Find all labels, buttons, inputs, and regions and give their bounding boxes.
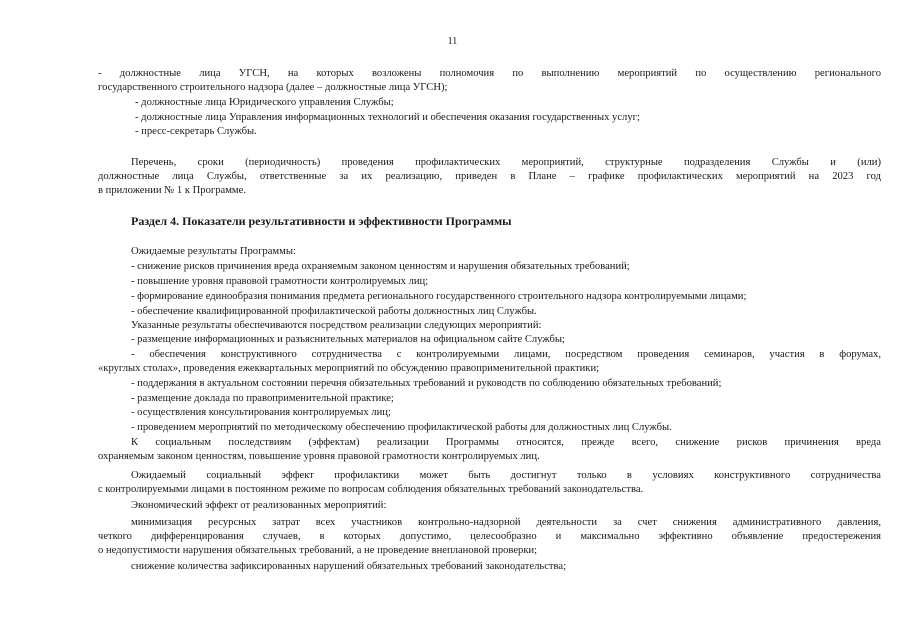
text-line: с контролируемыми лицами в постоянном режиме по вопросам соблюдения обязательных требований законодательства. <box>98 484 644 495</box>
text-line: - формирование единообразия понимания предмета регионального государственного строительного надзора контролируемыми лицами; <box>131 291 747 302</box>
text-line: - повышение уровня правовой грамотности контролируемых лиц; <box>131 276 429 287</box>
text-line: снижение количества зафиксированных нарушений обязательных требований законодательства; <box>131 561 567 572</box>
text-line: - осуществления консультирования контролируемых лиц; <box>131 407 391 418</box>
text-line: Ожидаемые результаты Программы: <box>131 246 296 257</box>
text-line: государственного строительного надзора (далее – должностные лица УГСН); <box>98 82 448 93</box>
text-line: - обеспечение квалифицированной профилактической работы должностных лиц Службы. <box>131 306 537 317</box>
text-line: охраняемым законом ценностям, повышение уровня правовой грамотности контролируемых лиц. <box>98 451 540 462</box>
text-line: - поддержания в актуальном состоянии перечня обязательных требований и руководств по соблюдению обязательных требований; <box>131 378 722 389</box>
text-line: - проведением мероприятий по методическому обеспечению профилактической работы для должностных лиц Службы. <box>131 422 672 433</box>
text-line: в приложении № 1 к Программе. <box>98 185 246 196</box>
text-line: четкого дифференцирования случаев, в которых допустимо, целесообразно и максимально эффективно объявление предостережения <box>98 531 881 542</box>
text-line: - размещение доклада по правоприменительной практике; <box>131 393 394 404</box>
text-line: «круглых столах», проведения ежеквартальных мероприятий по обсуждению правоприменительной практики; <box>98 363 600 374</box>
text-line: - пресс-секретарь Службы. <box>135 126 257 137</box>
text-line: минимизация ресурсных затрат всех участников контрольно-надзорной деятельности за счет снижения административного давления, <box>131 517 881 528</box>
text-line: К социальным последствиям (эффектам) реализации Программы относятся, прежде всего, снижение рисков причинения вреда <box>131 437 881 448</box>
text-line: Экономический эффект от реализованных мероприятий: <box>131 500 387 511</box>
text-line: Ожидаемый социальный эффект профилактики может быть достигнут только в условиях конструктивного сотрудничества <box>131 470 881 481</box>
text-line: должностные лица Службы, ответственные за их реализацию, приведен в Плане – графике профилактических мероприятий на 2023 год <box>98 171 881 182</box>
text-line: Указанные результаты обеспечиваются посредством реализации следующих мероприятий: <box>131 320 542 331</box>
text-line: - размещение информационных и разъяснительных материалов на официальном сайте Службы; <box>131 334 565 345</box>
text-line: - должностные лица Управления информационных технологий и обеспечения оказания государственных услуг; <box>135 112 640 123</box>
text-line: - обеспечения конструктивного сотрудничества с контролируемыми лицами, посредством проведения семинаров, участия в форумах, <box>131 349 881 360</box>
section-heading: Раздел 4. Показатели результативности и эффективности Программы <box>131 214 512 228</box>
text-line: Перечень, сроки (периодичность) проведения профилактических мероприятий, структурные подразделения Службы и (или) <box>131 157 881 168</box>
text-line: - должностные лица Юридического управления Службы; <box>135 97 394 108</box>
text-line: - снижение рисков причинения вреда охраняемым законом ценностям и нарушения обязательных требований; <box>131 261 630 272</box>
page-number: 11 <box>447 36 458 47</box>
text-line: о недопустимости нарушения обязательных требований, а не проведение внеплановой проверки; <box>98 545 538 556</box>
text-line: - должностные лица УГСН, на которых возложены полномочия по выполнению мероприятий по осуществлению регионального <box>98 68 881 79</box>
